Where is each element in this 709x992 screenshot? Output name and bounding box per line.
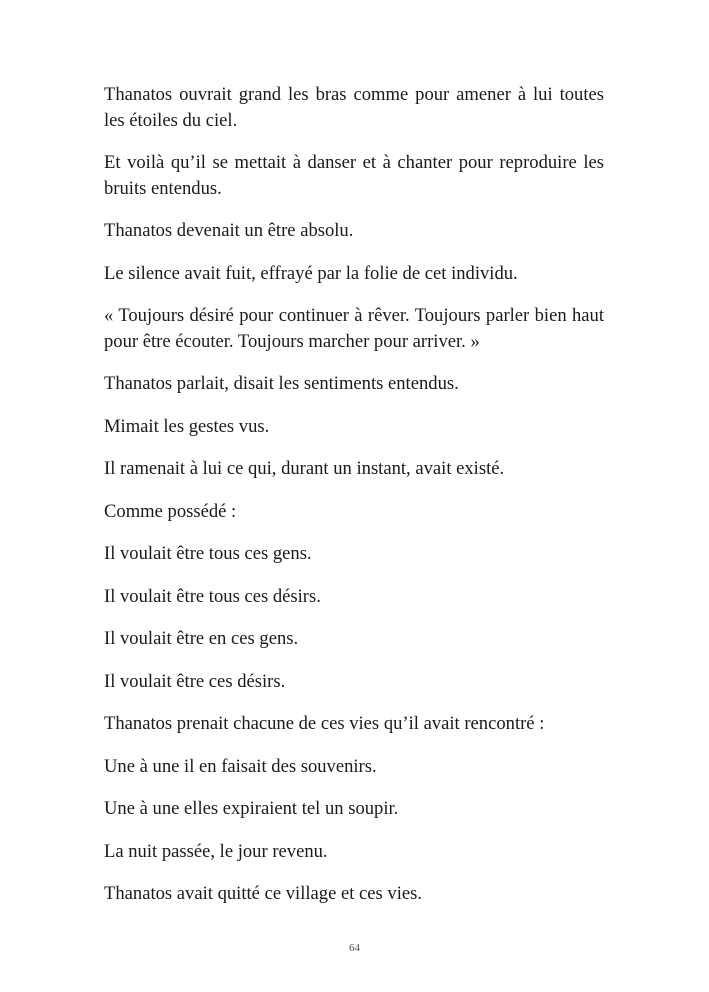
paragraph-9: Comme possédé : [104, 500, 237, 522]
paragraph-4: Le silence avait fuit, effrayé par la folie de cet individu. [104, 262, 518, 284]
paragraph-1: Thanatos ouvrait grand les bras comme pour amener à lui toutes les étoiles du ciel. [104, 84, 604, 131]
paragraph-2: Et voilà qu’il se mettait à danser et à chanter pour reproduire les bruits entendus. [104, 152, 604, 199]
paragraph-10: Il voulait être tous ces gens. [104, 543, 312, 564]
paragraph-17: La nuit passée, le jour revenu. [104, 840, 328, 862]
paragraph-14: Thanatos prenait chacune de ces vies qu’il avait rencontré : [104, 713, 545, 734]
paragraph-15: Une à une il en faisait des souvenirs. [104, 755, 377, 777]
body-text [104, 82, 604, 907]
paragraph-7: Mimait les gestes vus. [104, 415, 270, 437]
paragraph-5-quote: « Toujours désiré pour continuer à rêver. Toujours parler bien haut pour être écouter. Toujours marcher pour arriver. » [104, 305, 604, 352]
paragraph-3: Thanatos devenait un être absolu. [104, 220, 354, 241]
paragraph-16: Une à une elles expiraient tel un soupir. [104, 798, 399, 819]
paragraph-13: Il voulait être ces désirs. [104, 670, 286, 692]
paragraph-11: Il voulait être tous ces désirs. [104, 585, 321, 607]
paragraph-6: Thanatos parlait, disait les sentiments entendus. [104, 373, 459, 394]
paragraph-8: Il ramenait à lui ce qui, durant un instant, avait existé. [104, 458, 505, 479]
page-number: 64 [349, 942, 360, 954]
paragraph-12: Il voulait être en ces gens. [104, 628, 299, 649]
paragraph-18: Thanatos avait quitté ce village et ces vies. [104, 883, 423, 904]
